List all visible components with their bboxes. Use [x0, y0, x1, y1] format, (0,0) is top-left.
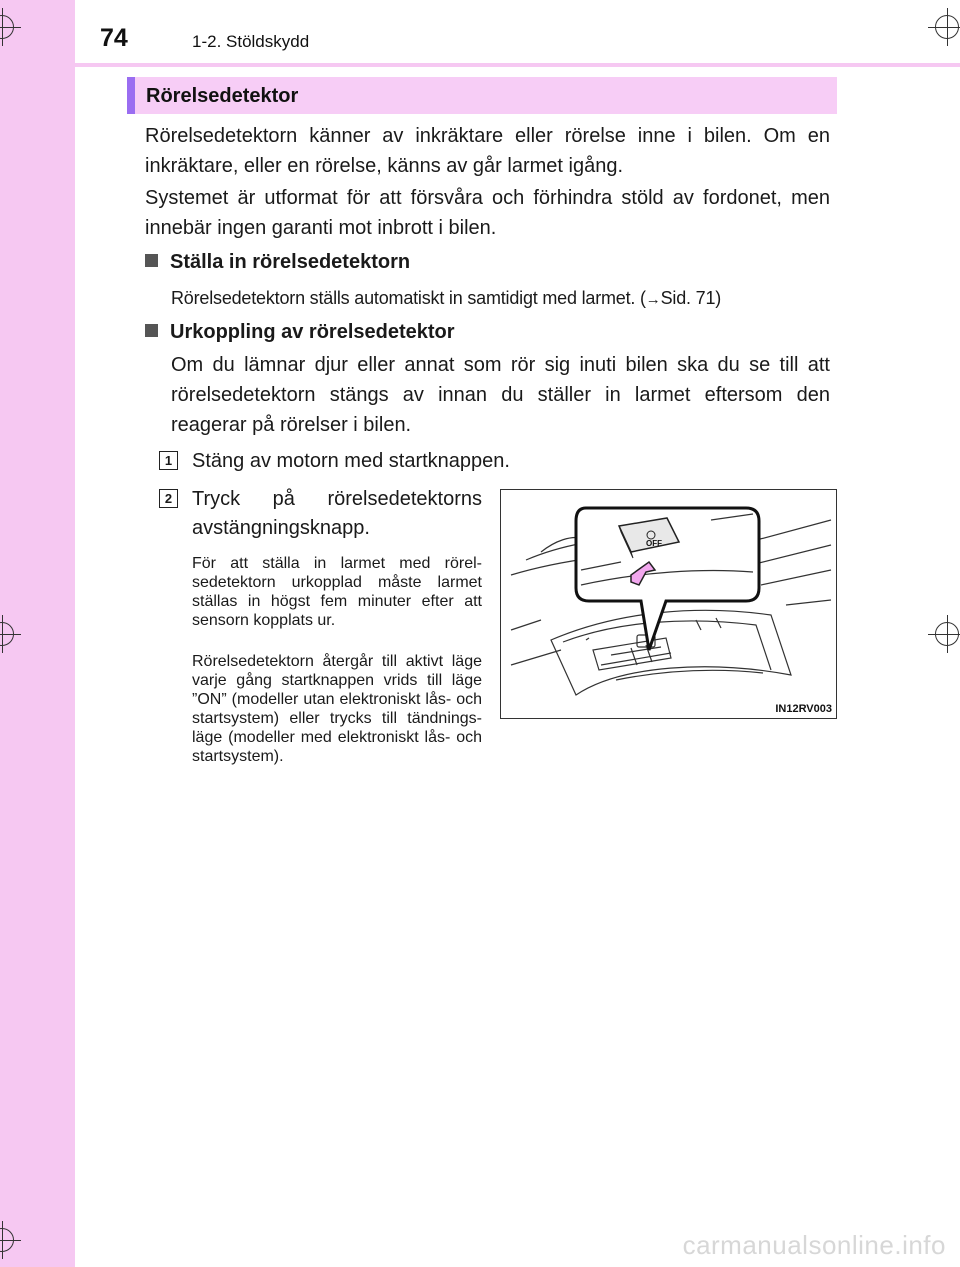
off-button-label: OFF — [646, 539, 662, 548]
step-2-text-line2: avstängningsknapp. — [192, 517, 370, 539]
subsection-heading-disable — [145, 321, 455, 344]
section-title-box — [127, 77, 837, 114]
bullet-square-icon — [145, 254, 158, 267]
note-paragraph-2: Rörelsedetektorn återgår till aktivt läge varje gång startknappen vrids till läge ”ON” (modeller utan elektroniskt lås- och startsystem) eller trycks till tändningsläge (modeller med elektroniskt lås- och startsystem). — [192, 653, 482, 765]
step-number-badge: 1 — [159, 451, 178, 470]
watermark: carmanualsonline.info — [682, 1230, 946, 1260]
step-2-text-line1: Tryck på rörelsedetektorns — [192, 488, 482, 510]
page-reference-link[interactable]: Sid. 71) — [660, 288, 722, 308]
setup-text: Rörelsedetektorn ställs automatiskt in samtidigt med larmet. ( — [171, 288, 646, 308]
subsection-heading-text: Ställa in rörelsedetektorn — [170, 251, 411, 273]
setup-paragraph — [171, 285, 830, 313]
intro-paragraph-1: Rörelsedetektorn känner av inkräktare eller rörelse inne i bilen. Om en inkräktare, eller en rörelse, känns av går larmet igång. — [145, 125, 830, 177]
note-paragraph-1: För att ställa in larmet med rörelsedetektorn urkopplad måste larmet ställas in högst fem minuter efter att sensorn kopplats ur. — [192, 555, 482, 629]
figure-code: IN12RV003 — [775, 703, 832, 715]
section-breadcrumb: 1-2. Stöldskydd — [192, 32, 310, 51]
page-number: 74 — [100, 24, 128, 52]
crop-mark-icon — [935, 622, 959, 646]
disable-paragraph: Om du lämnar djur eller annat som rör sig inuti bilen ska du se till att rörelsedetektorn stängs av innan du ställer in larmet eftersom den reagerar på rörelser i bilen. — [171, 354, 830, 436]
arrow-right-icon: → — [645, 291, 661, 308]
section-title: Rörelsedetektor — [146, 85, 299, 107]
subsection-heading-text: Urkoppling av rörelsedetektor — [170, 321, 455, 343]
crop-mark-icon — [935, 15, 959, 39]
console-diagram — [501, 490, 838, 720]
overhead-console-illustration — [500, 489, 837, 719]
intro-paragraph-2: Systemet är utformat för att försvåra och förhindra stöld av fordonet, men innebär ingen garanti mot inbrott i bilen. — [145, 187, 830, 239]
step-1-text: Stäng av motorn med startknappen. — [192, 450, 510, 472]
header-rule — [75, 63, 960, 67]
step-number-badge: 2 — [159, 489, 178, 508]
subsection-heading-setup — [145, 251, 410, 274]
bullet-square-icon — [145, 324, 158, 337]
